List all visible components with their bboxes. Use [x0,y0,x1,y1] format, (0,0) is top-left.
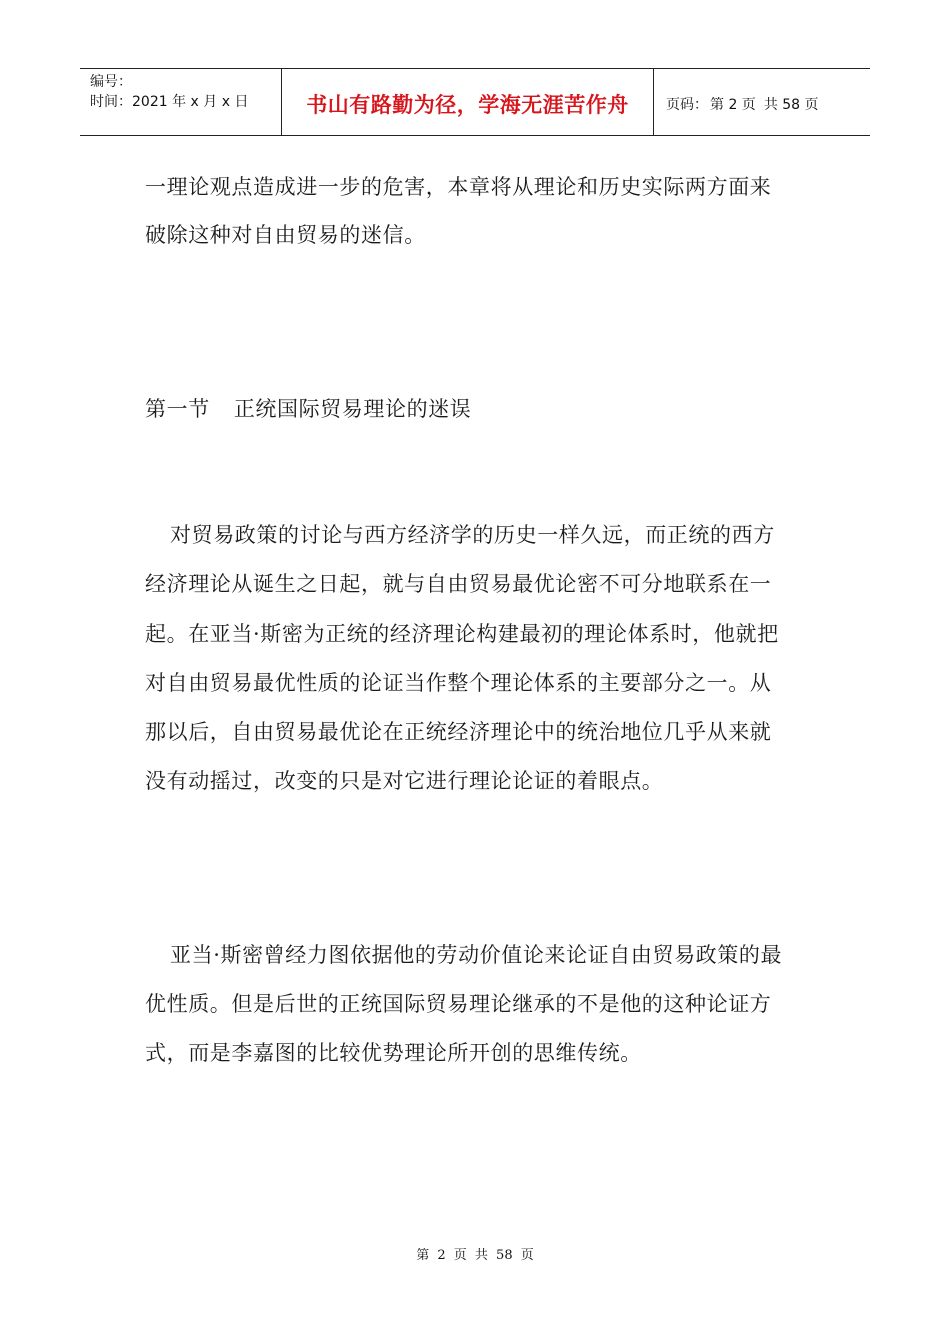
time-label: 时间：2021 年 x 月 x 日 [90,94,249,110]
page-code-current: 第 2 页 [710,97,756,113]
text-line: 那以后，自由贸易最优论在正统经济理论中的统治地位几乎从来就 [145,720,772,744]
page-code-total: 共 58 页 [763,97,819,113]
text-line: 破除这种对自由贸易的迷信。 [145,223,426,247]
text-line: 对贸易政策的讨论与西方经济学的历史一样久远，而正统的西方 [170,523,775,547]
text-line: 一理论观点造成进一步的危害，本章将从理论和历史实际两方面来 [145,175,772,199]
header-motto-cell [282,69,654,135]
header-page-code-cell [654,69,870,135]
text-line: 式，而是李嘉图的比较优势理论所开创的思维传统。 [145,1041,642,1065]
text-line: 优性质。但是后世的正统国际贸易理论继承的不是他的这种论证方 [145,992,772,1016]
header-motto: 书山有路勤为径，学海无涯苦作舟 [306,93,629,117]
text-line: 对自由贸易最优性质的论证当作整个理论体系的主要部分之一。从 [145,671,772,695]
section-title: 正统国际贸易理论的迷误 [233,397,472,421]
number-label: 编号： [90,74,132,90]
text-line: 亚当·斯密曾经力图依据他的劳动价值论来论证自由贸易政策的最 [170,943,783,967]
section-heading [145,394,471,424]
header-meta-cell [80,69,282,135]
text-line: 没有动摇过，改变的只是对它进行理论论证的着眼点。 [145,769,664,793]
text-line: 经济理论从诞生之日起，就与自由贸易最优论密不可分地联系在一 [145,572,772,596]
section-number: 第一节 [145,397,210,421]
document-header [80,68,870,136]
text-line: 起。在亚当·斯密为正统的经济理论构建最初的理论体系时，他就把 [145,622,779,646]
page-footer: 第 2 页 共 58 页 [416,1248,534,1263]
page-code-label: 页码： [666,97,708,113]
